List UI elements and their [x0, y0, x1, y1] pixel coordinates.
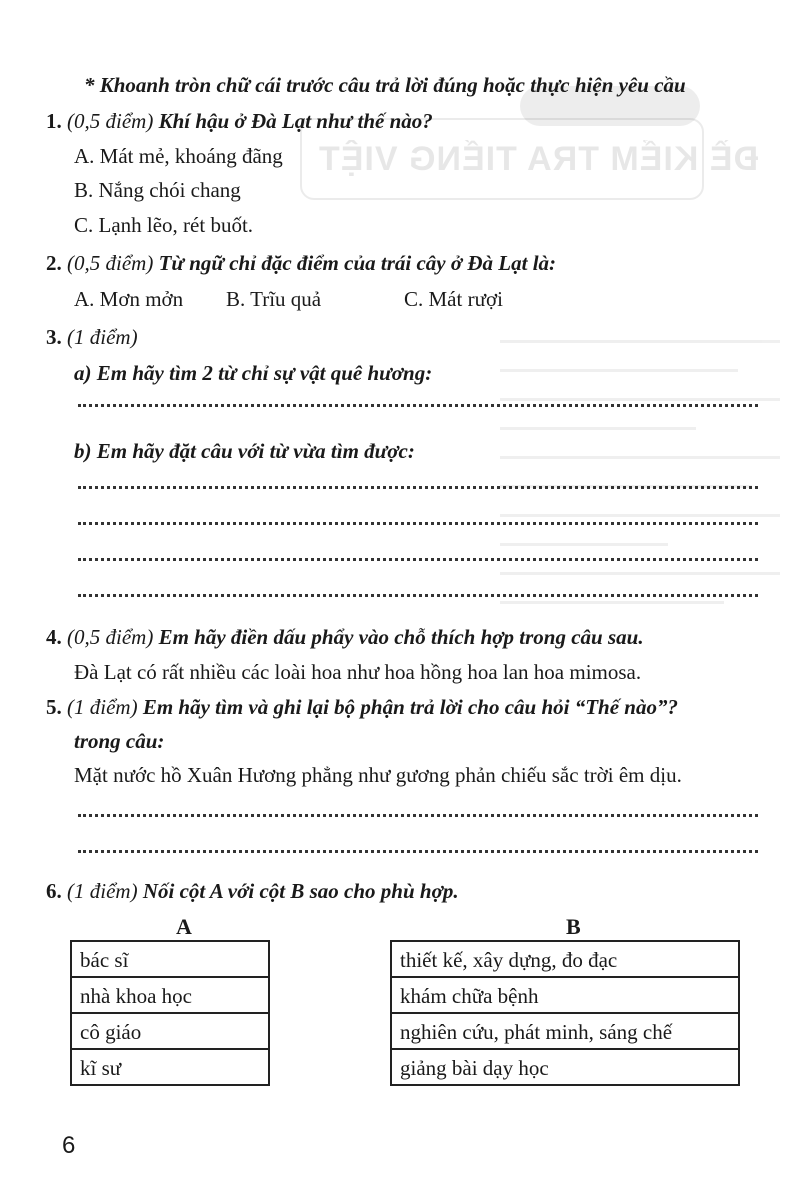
q5-number: 5.: [46, 695, 62, 719]
question-4: [46, 624, 644, 650]
q1-text: Khí hậu ở Đà Lạt như thế nào?: [158, 109, 433, 133]
q3-part-b: b) Em hãy đặt câu với từ vừa tìm được:: [74, 439, 415, 463]
q5-text: Em hãy tìm và ghi lại bộ phận trả lời cho câu hỏi “Thế nào”?: [142, 695, 678, 719]
column-a-item[interactable]: cô giáo: [71, 1013, 269, 1049]
q2-number: 2.: [46, 251, 62, 275]
q5-sentence: Mặt nước hồ Xuân Hương phẳng như gương phản chiếu sắc trời êm dịu.: [74, 763, 682, 787]
q3b-answer-line-3[interactable]: [78, 558, 758, 561]
column-b-table: [390, 940, 740, 1086]
q2-option-c[interactable]: C. Mát rượi: [404, 287, 503, 311]
q1-option-c[interactable]: C. Lạnh lẽo, rét buốt.: [74, 213, 254, 237]
q5-text-continued: trong câu:: [74, 729, 165, 753]
question-6: [46, 878, 459, 904]
column-a-header: A: [176, 914, 192, 939]
q3a-answer-line[interactable]: [78, 404, 758, 407]
ghost-body-lines: [500, 340, 780, 630]
q4-text: Em hãy điền dấu phẩy vào chỗ thích hợp trong câu sau.: [158, 625, 644, 649]
column-a-item[interactable]: kĩ sư: [71, 1049, 269, 1085]
question-1: [46, 108, 433, 134]
q6-number: 6.: [46, 879, 62, 903]
q2-option-b[interactable]: B. Trĩu quả: [226, 287, 322, 311]
column-a-item[interactable]: bác sĩ: [71, 941, 269, 977]
q6-points: (1 điểm): [67, 879, 138, 903]
column-b-item[interactable]: giảng bài dạy học: [391, 1049, 739, 1085]
q3b-answer-line-2[interactable]: [78, 522, 758, 525]
q2-option-a[interactable]: A. Mơn mởn: [74, 287, 184, 311]
question-3: [46, 324, 138, 350]
q5-answer-line-1[interactable]: [78, 814, 758, 817]
q1-option-b[interactable]: B. Nắng chói chang: [74, 178, 241, 202]
page-number: 6: [62, 1132, 76, 1159]
question-2: [46, 250, 556, 276]
column-a-item[interactable]: nhà khoa học: [71, 977, 269, 1013]
column-b-item[interactable]: thiết kế, xây dựng, đo đạc: [391, 941, 739, 977]
q1-points: (0,5 điểm): [67, 109, 154, 133]
ghost-title: ĐỀ KIỂM TRA TIẾNG VIỆT: [318, 140, 759, 178]
q1-number: 1.: [46, 109, 62, 133]
question-5: [46, 694, 678, 720]
q2-points: (0,5 điểm): [67, 251, 154, 275]
instruction: * Khoanh tròn chữ cái trước câu trả lời đúng hoặc thực hiện yêu cầu: [84, 73, 686, 97]
q3-number: 3.: [46, 325, 62, 349]
q2-text: Từ ngữ chỉ đặc điểm của trái cây ở Đà Lạt là:: [158, 251, 557, 275]
column-b-item[interactable]: khám chữa bệnh: [391, 977, 739, 1013]
q5-points: (1 điểm): [67, 695, 138, 719]
q4-sentence[interactable]: Đà Lạt có rất nhiều các loài hoa như hoa hồng hoa lan hoa mimosa.: [74, 660, 642, 684]
q1-option-a[interactable]: A. Mát mẻ, khoáng đãng: [74, 144, 283, 168]
q4-points: (0,5 điểm): [67, 625, 154, 649]
column-b-header: B: [566, 914, 581, 939]
column-b-item[interactable]: nghiên cứu, phát minh, sáng chế: [391, 1013, 739, 1049]
q3-part-a: a) Em hãy tìm 2 từ chỉ sự vật quê hương:: [74, 361, 433, 385]
q4-number: 4.: [46, 625, 62, 649]
q6-text: Nối cột A với cột B sao cho phù hợp.: [142, 879, 459, 903]
column-a-table: [70, 940, 270, 1086]
q3b-answer-line-1[interactable]: [78, 486, 758, 489]
q3b-answer-line-4[interactable]: [78, 594, 758, 597]
q3-points: (1 điểm): [67, 325, 138, 349]
q5-answer-line-2[interactable]: [78, 850, 758, 853]
